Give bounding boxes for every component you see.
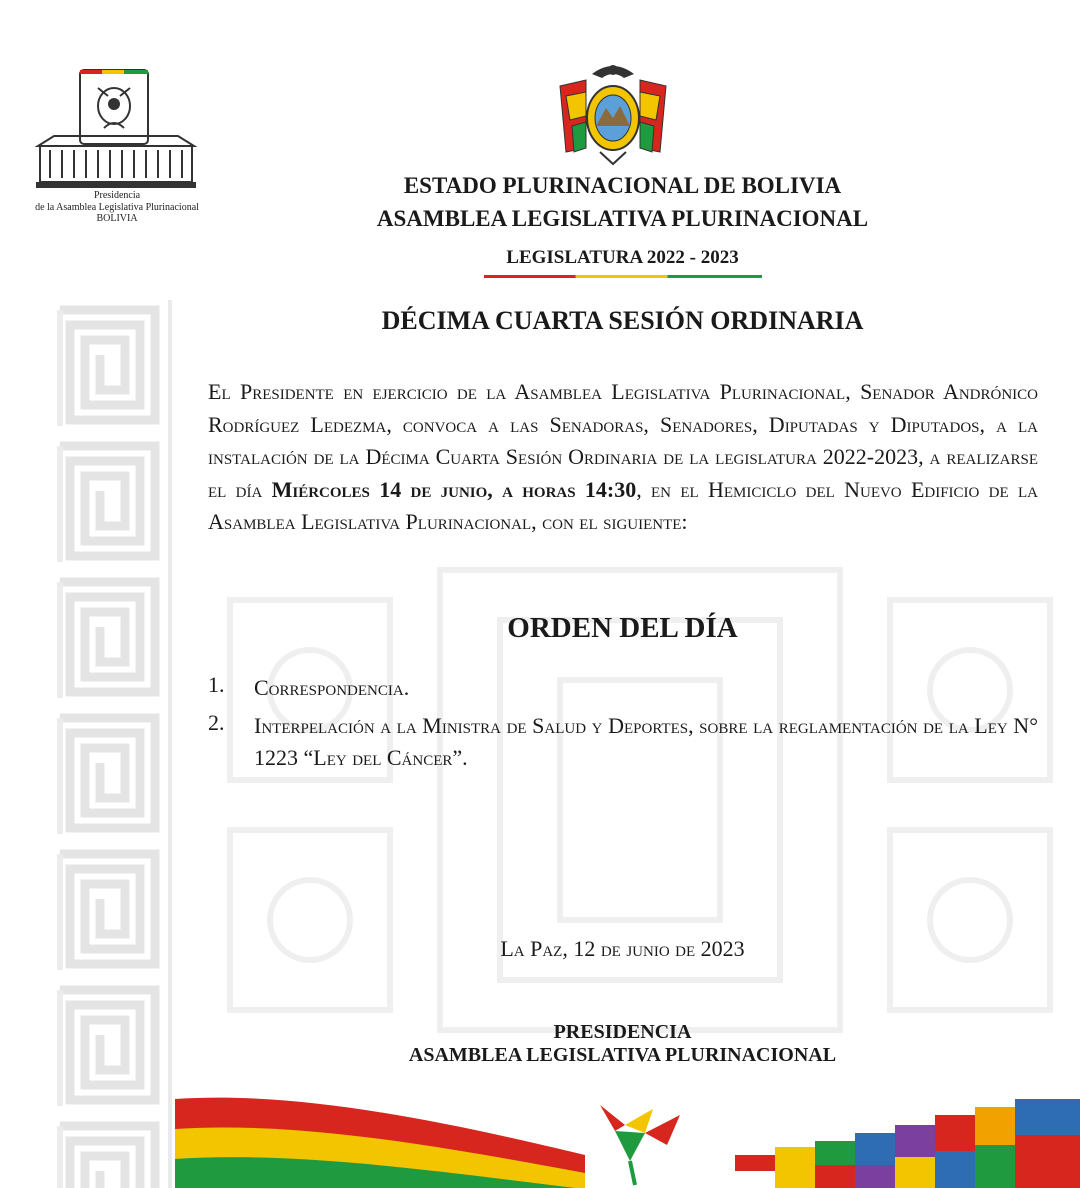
agenda-item-number: 2. <box>208 710 225 735</box>
agenda-item-text: Interpelación a la Ministra de Salud y Deportes, sobre la reglamentación de la Ley N° 1223 “Ley del Cáncer”. <box>254 713 1038 770</box>
agenda-title: ORDEN DEL DÍA <box>507 612 738 644</box>
signature-line2: ASAMBLEA LEGISLATIVA PLURINACIONAL <box>408 1044 837 1066</box>
agenda-item-number: 1. <box>208 672 225 697</box>
agenda-item <box>208 710 1038 774</box>
convocation-paragraph <box>208 376 1038 539</box>
flag-wave-footer <box>175 1085 1080 1188</box>
session-title: DÉCIMA CUARTA SESIÓN ORDINARIA <box>381 306 864 335</box>
institution-line3: BOLIVIA <box>96 213 138 224</box>
institution-line1: Presidencia <box>93 190 141 201</box>
convocation-date: Miércoles 14 de junio, a horas 14:30 <box>271 476 637 502</box>
agenda-list <box>208 672 1038 780</box>
institution-line2: de la Asamblea Legislativa Plurinacional <box>35 201 199 213</box>
header-assembly-name: ASAMBLEA LEGISLATIVA PLURINACIONAL <box>376 206 869 231</box>
convocation-intro: El Presidente en ejercicio de la Asamblea Legislativa Plurinacional, Senador Andrónico Rodríguez Ledezma, convoca a las Senadoras, Senadores, Diputadas y Diputados, a la instalación de la Décima Cuarta Sesión Ordinaria de la legislatura 2022-2023, a realizarse el día <box>208 379 1038 502</box>
agenda-item <box>208 672 1038 704</box>
header-state-name: ESTADO PLURINACIONAL DE BOLIVIA <box>403 173 842 198</box>
header-legislature: LEGISLATURA 2022 - 2023 <box>506 247 739 268</box>
tricolor-underline <box>484 275 762 278</box>
convocation-outro: , en el Hemiciclo del Nuevo Edificio de la Asamblea Legislativa Plurinacional, con el siguiente: <box>208 476 1038 535</box>
coat-of-arms-icon <box>552 56 674 168</box>
place-and-date: La Paz, 12 de junio de 2023 <box>500 936 745 961</box>
agenda-item-text: Correspondencia. <box>254 675 410 700</box>
signature-line1: PRESIDENCIA <box>553 1021 692 1043</box>
flower-icon <box>600 1105 680 1185</box>
greek-key-border <box>40 300 175 1188</box>
